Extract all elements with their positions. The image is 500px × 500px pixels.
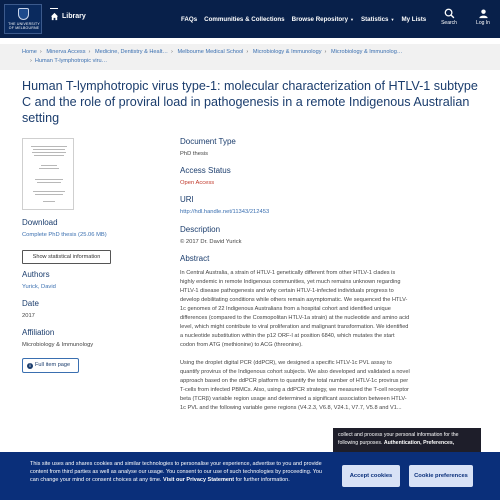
home-label: Library: [62, 13, 86, 20]
accept-cookies-button[interactable]: Accept cookies: [342, 465, 400, 487]
search-button[interactable]: [436, 8, 462, 26]
breadcrumb-separator: ›: [246, 49, 249, 55]
crest-icon: [18, 8, 29, 20]
search-label: Search: [441, 20, 457, 26]
info-icon: i: [27, 363, 33, 369]
privacy-statement-link[interactable]: Visit our Privacy Statement: [163, 477, 235, 483]
cookie-banner-tail: for further information.: [235, 477, 290, 483]
author-link[interactable]: Yurick, David: [22, 284, 56, 290]
show-statistics-button[interactable]: Show statistical information: [22, 250, 111, 264]
home-icon: [50, 12, 59, 21]
breadcrumb-collection[interactable]: Microbiology & Immunolog…: [330, 49, 403, 55]
nav-statistics[interactable]: Statistics ▼: [360, 16, 395, 23]
breadcrumb-school[interactable]: Melbourne Medical School: [177, 49, 244, 55]
logo-text: THE UNIVERSITY OF MELBOURNE: [8, 22, 40, 30]
site-header: [0, 0, 500, 38]
description-value: © 2017 Dr. David Yurick: [180, 239, 242, 245]
divider: [50, 8, 58, 9]
document-type-heading: Document Type: [180, 137, 236, 146]
abstract-paragraph: In Central Australia, a strain of HTLV-1 genetically different from other HTLV-1 clades is highly endemic in remote Indigenous communities, yet much remains unknown regarding HTLV-1 disease pathogenesis and why certain HTLV-1-infected individuals progress to develop debilitating conditions while others remain asymptomatic. We sequenced the HTLV-1c genomes of 22 Indigenous Australians from a hospital cohort and identified unique differences (compared to the Cosmopolitan HTLV-1a strain) at the nucleotide and amino acid level, which might contribute to viral proliferation and malignant transformation. We identified a nucleotide substitution within the p12 ORF-I at position 6840, which mutates the start codon from ATG (methionine) to ACG (threonine).: [180, 270, 410, 348]
full-item-button[interactable]: [22, 358, 79, 373]
access-status-value: Open Access: [180, 180, 215, 186]
breadcrumb-current[interactable]: Human T-lymphotropic viru…: [34, 58, 108, 64]
cookie-purposes-popover: [333, 428, 481, 452]
date-heading: Date: [22, 299, 39, 308]
page-title: Human T-lymphotropic virus type-1: molecular characterization of HTLV-1 subtype C and the role of proviral load in pathogenesis in a remote Indigenous Australian setting: [22, 79, 478, 125]
nav-my-lists[interactable]: My Lists: [401, 16, 427, 23]
user-icon: [478, 8, 489, 19]
abstract-paragraph: Using the droplet digital PCR (ddPCR), we designed a specific HTLV-1c PVL assay to quantify provirus of the Indigenous cohort subjects. We also developed and validated a novel approach based on the ddPCR platform to quantify the total number of HTLV-1c provirus per T-cells from infected PBMCs. Also, using a ddPCR strategy, we measured the T-cell receptor beta (TCRβ) variable region usage and determined a significant association between HTLV-1c PVL and the following variable gene regions (V4.2.3, V6.8, V24.1, V7.7, V5.8 and V1...: [180, 360, 410, 411]
breadcrumb-separator: ›: [171, 49, 173, 55]
login-button[interactable]: [470, 8, 496, 26]
university-logo[interactable]: [4, 4, 42, 34]
cookie-banner-text: [30, 460, 326, 484]
login-label: Log In: [476, 20, 490, 26]
download-link[interactable]: Complete PhD thesis (25.06 MB): [22, 232, 107, 238]
breadcrumb-department[interactable]: Microbiology & Immunology: [252, 49, 322, 55]
breadcrumb-separator: ›: [324, 49, 327, 55]
affiliation-value: Microbiology & Immunology: [22, 342, 94, 348]
breadcrumb-separator: ›: [88, 49, 91, 55]
cookie-preferences-button[interactable]: Cookie preferences: [409, 465, 473, 487]
breadcrumb: [0, 44, 500, 70]
nav-browse-repository[interactable]: Browse Repository ▼: [291, 16, 354, 23]
breadcrumb-minerva[interactable]: Minerva Access: [46, 49, 86, 55]
abstract-body: [180, 269, 410, 422]
access-status-heading: Access Status: [180, 166, 231, 175]
abstract-heading: Abstract: [180, 254, 210, 263]
full-item-label: Full item page: [35, 362, 71, 368]
chevron-down-icon: ▼: [350, 17, 354, 22]
library-home-link[interactable]: [50, 12, 86, 21]
authors-heading: Authors: [22, 270, 50, 279]
breadcrumb-home[interactable]: Home: [22, 49, 37, 55]
uri-heading: URI: [180, 195, 194, 204]
breadcrumb-separator: ›: [39, 49, 42, 55]
main-nav: [181, 16, 433, 23]
nav-communities-collections[interactable]: Communities & Collections: [204, 16, 285, 23]
document-type-value: PhD thesis: [180, 151, 209, 157]
download-heading: Download: [22, 218, 58, 227]
popover-purposes: Authentication, Preferences,: [383, 440, 455, 446]
description-heading: Description: [180, 225, 221, 234]
chevron-down-icon: ▼: [390, 17, 395, 22]
breadcrumb-faculty[interactable]: Medicine, Dentistry & Healt…: [94, 49, 169, 55]
thesis-thumbnail[interactable]: [22, 138, 74, 210]
uri-link[interactable]: http://hdl.handle.net/11343/212453: [180, 209, 270, 215]
search-icon: [444, 8, 455, 19]
date-value: 2017: [22, 313, 35, 319]
cookie-banner-message: This site uses and shares cookies and similar technologies to personalise your experience, advertise to you and provide content from third parties as well as analyse our usage. You consent to our use of such technologies by proceeding. You can change your mind or consent choices at any time.: [30, 461, 322, 483]
nav-faqs[interactable]: FAQs: [181, 16, 198, 23]
popover-text: collect and process your personal information for the following purposes.: [338, 432, 459, 446]
breadcrumb-separator: ›: [30, 58, 32, 64]
affiliation-heading: Affiliation: [22, 328, 55, 337]
